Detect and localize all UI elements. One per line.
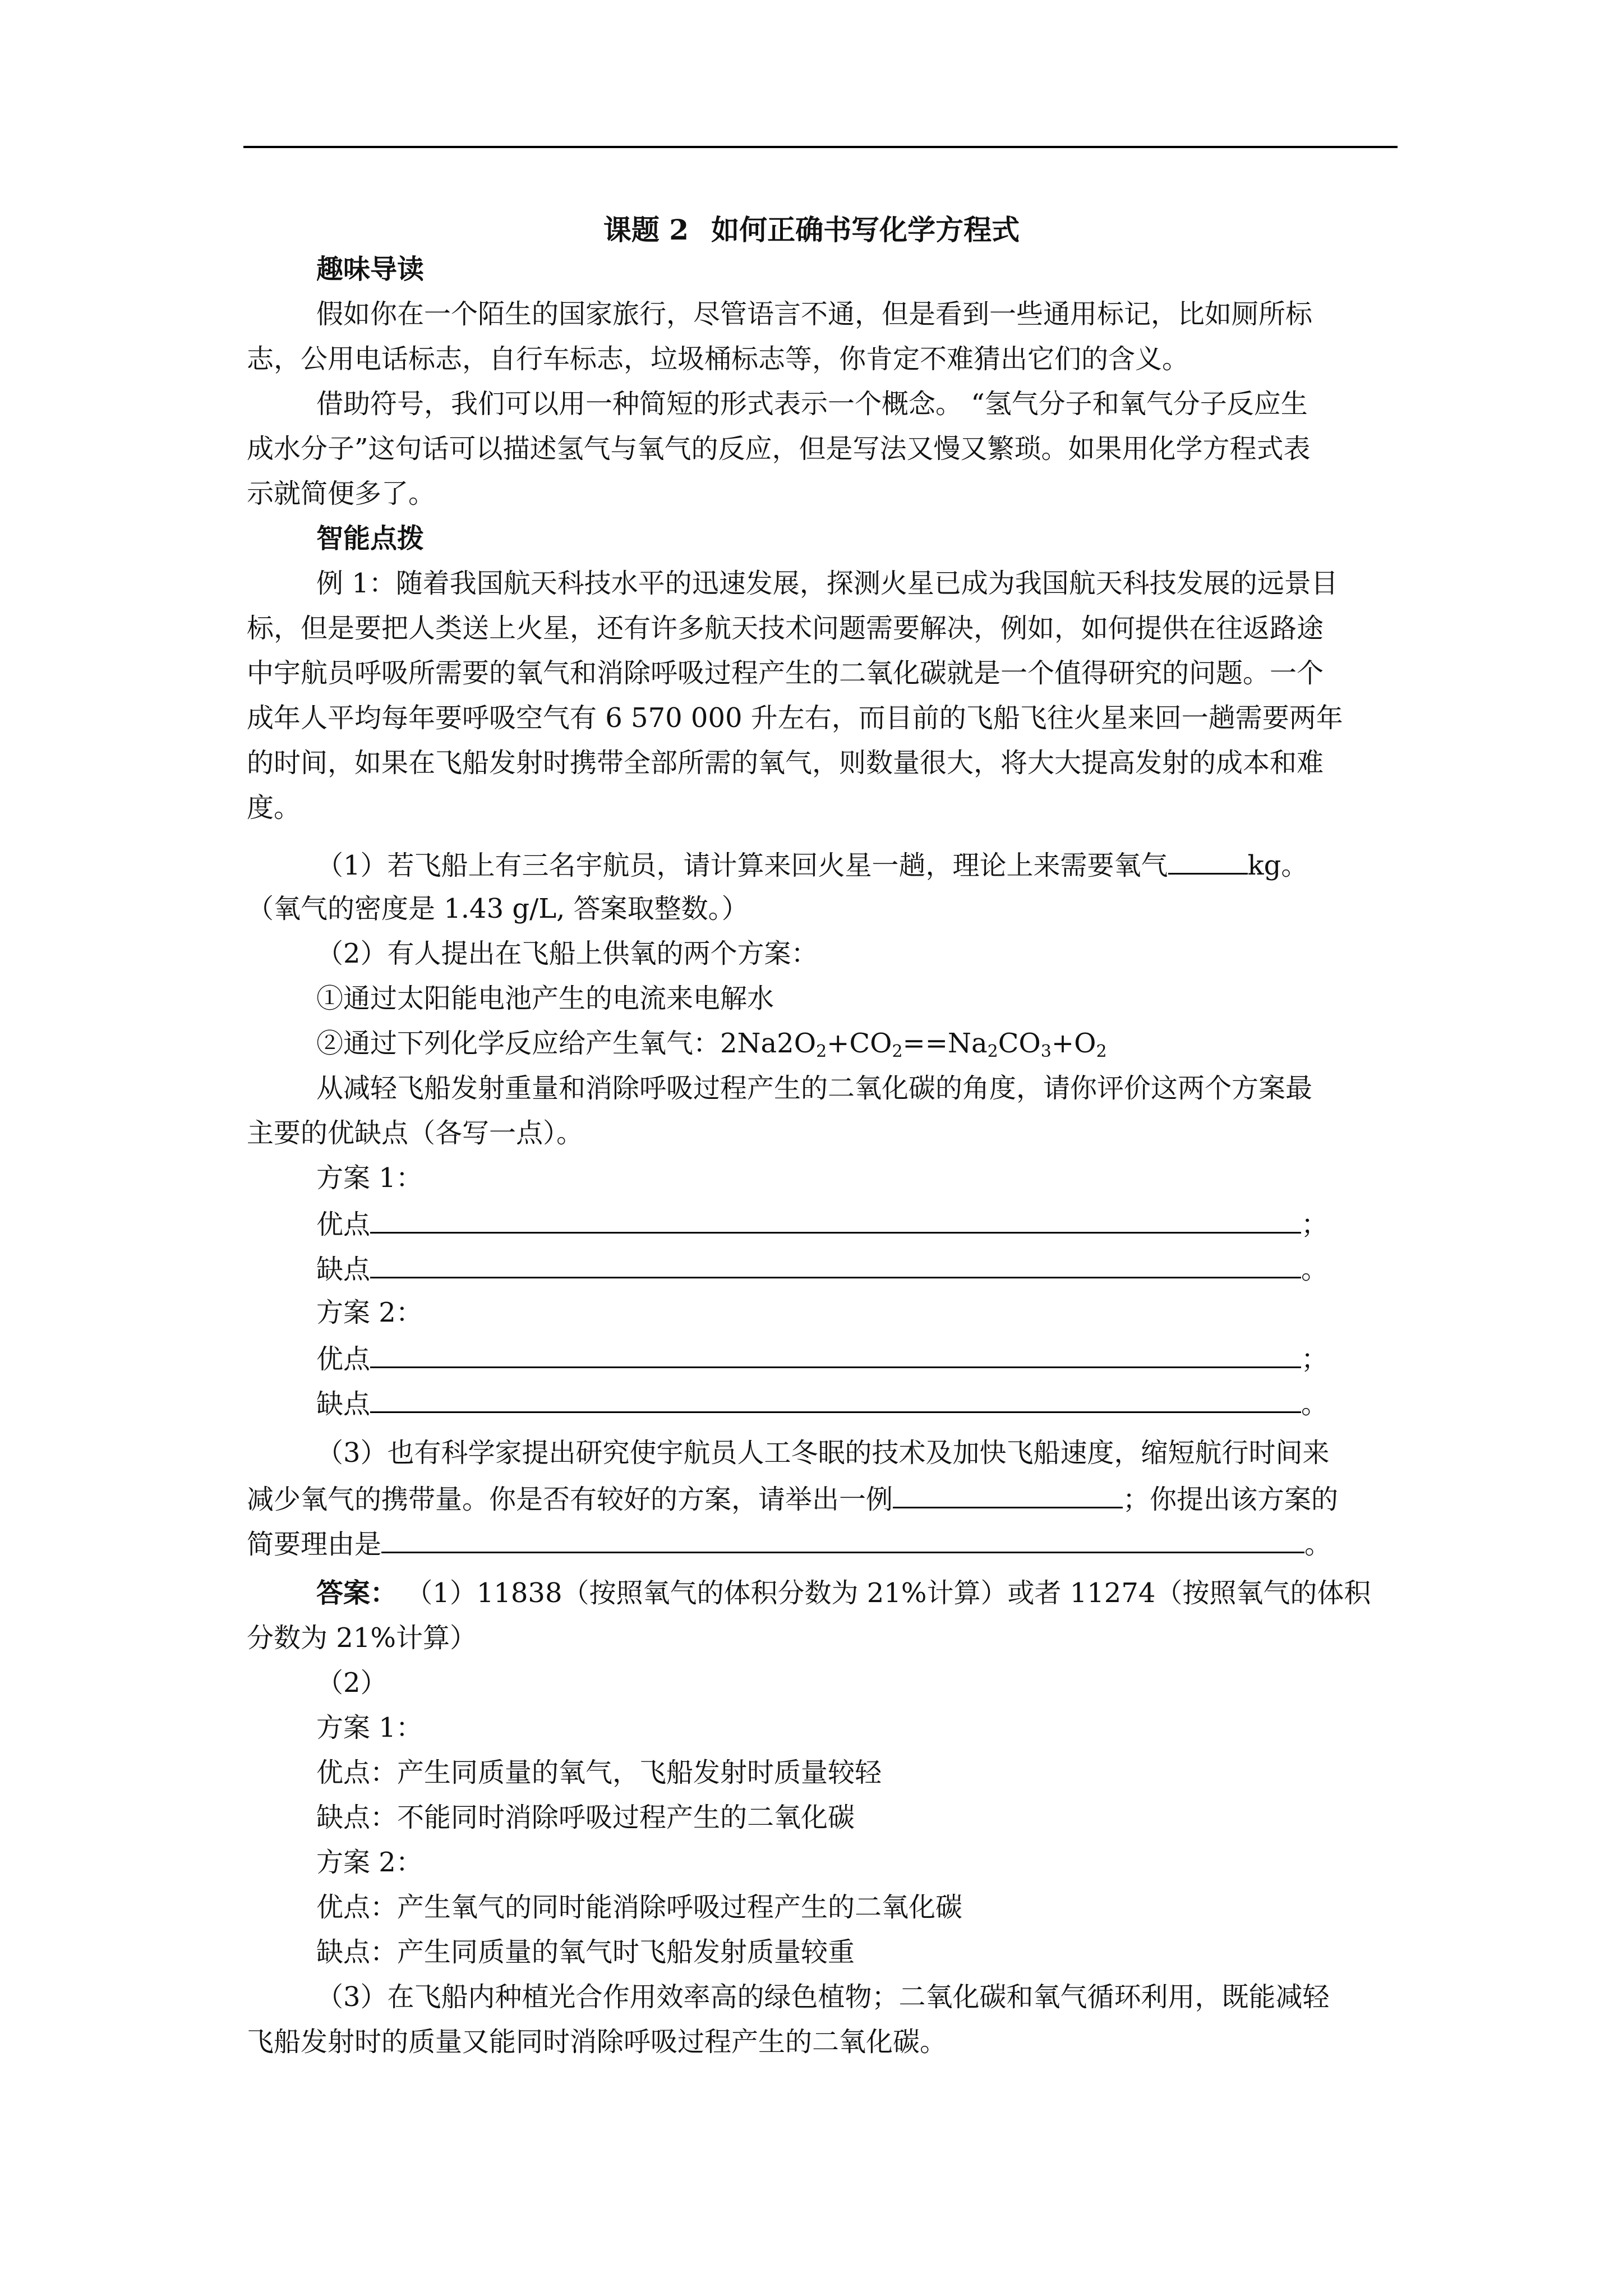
answer-3: （3）在飞船内种植光合作用效率高的绿色植物；二氧化碳和氧气循环利用，既能减轻 — [316, 1981, 1330, 2013]
plan-2-advantage: 优点 ； — [316, 1341, 1328, 1376]
answer-3-cont: 飞船发射时的质量又能同时消除呼吸过程产生的二氧化碳。 — [247, 2026, 947, 2058]
answer-blank[interactable] — [370, 1341, 1301, 1368]
question-1-note: （氧气的密度是 1.43 g/L, 答案取整数。） — [247, 893, 749, 924]
section-heading-tips: 智能点拨 — [316, 523, 425, 554]
answer-plan-2-dis: 缺点：产生同质量的氧气时飞船发射质量较重 — [316, 1936, 855, 1968]
paragraph-line: 示就简便多了。 — [247, 478, 436, 509]
example-line: 的时间，如果在飞船发射时携带全部所需的氧气，则数量很大，将大大提高发射的成本和难 — [247, 747, 1324, 779]
paragraph-line: 假如你在一个陌生的国家旅行，尽管语言不通，但是看到一些通用标记，比如厕所标 — [316, 298, 1313, 330]
page-title: 课题 2 如何正确书写化学方程式 — [603, 213, 1020, 246]
answer-1: 答案： （1）11838（按照氧气的体积分数为 21%计算）或者 11274（按照氧气的体积 — [316, 1577, 1371, 1609]
answer-blank[interactable] — [893, 1481, 1123, 1508]
example-line: 标，但是要把人类送上火星，还有许多航天技术问题需要解决，例如，如何提供在往返路途 — [247, 613, 1324, 644]
paragraph-line: 成水分子”这句话可以描述氢气与氧气的反应，但是写法又慢又繁琐。如果用化学方程式表 — [247, 433, 1311, 464]
question-3: 简要理由是 。 — [247, 1526, 1331, 1561]
option-2: ②通过下列化学反应给产生氧气：$2Na2O_2+CO_2==Na_2CO_3+O_2$ — [316, 1028, 1107, 1061]
plan-2-label: 方案 2： — [316, 1297, 423, 1328]
plan-1-label: 方案 1： — [316, 1162, 423, 1194]
plan-1-advantage: 优点 ； — [316, 1206, 1328, 1241]
example-line: 度。 — [247, 792, 301, 823]
question-2-intro: （2）有人提出在飞船上供氧的两个方案： — [316, 938, 818, 969]
question-1: （1）若飞船上有三名宇航员，请计算来回火星一趟，理论上来需要氧气 kg。 — [316, 847, 1308, 882]
question-2-ask: 从减轻飞船发射重量和消除呼吸过程产生的二氧化碳的角度，请你评价这两个方案最 — [316, 1073, 1313, 1104]
answer-plan-1-adv: 优点：产生同质量的氧气，飞船发射时质量较轻 — [316, 1757, 882, 1788]
answer-label: 答案： — [316, 1577, 398, 1609]
example-line: 中宇航员呼吸所需要的氧气和消除呼吸过程产生的二氧化碳就是一个值得研究的问题。一个 — [247, 657, 1324, 689]
paragraph-line: 志，公用电话标志，自行车标志，垃圾桶标志等，你肯定不难猜出它们的含义。 — [247, 343, 1189, 375]
answer-plan-2-adv: 优点：产生氧气的同时能消除呼吸过程产生的二氧化碳 — [316, 1892, 963, 1923]
answer-blank[interactable] — [370, 1386, 1301, 1413]
answer-plan-2: 方案 2： — [316, 1847, 423, 1878]
header-rule — [243, 146, 1398, 148]
answer-2: （2） — [316, 1667, 388, 1699]
option-1: ①通过太阳能电池产生的电流来电解水 — [316, 983, 774, 1014]
answer-blank[interactable] — [370, 1251, 1301, 1278]
question-3: 减少氧气的携带量。你是否有较好的方案，请举出一例 ；你提出该方案的 — [247, 1481, 1338, 1516]
answer-blank[interactable] — [370, 1206, 1301, 1234]
answer-blank[interactable] — [381, 1526, 1304, 1553]
example-line: 例 1：随着我国航天科技水平的迅速发展，探测火星已成为我国航天科技发展的远景目 — [316, 568, 1338, 599]
paragraph-line: 借助符号，我们可以用一种简短的形式表示一个概念。 “氢气分子和氧气分子反应生 — [316, 388, 1308, 420]
answer-1-cont: 分数为 21%计算） — [247, 1622, 477, 1654]
answer-plan-1: 方案 1： — [316, 1712, 423, 1743]
plan-1-disadvantage: 缺点 。 — [316, 1251, 1328, 1286]
question-3: （3）也有科学家提出研究使宇航员人工冬眠的技术及加快飞船速度，缩短航行时间来 — [316, 1437, 1330, 1469]
answer-blank[interactable] — [1168, 847, 1248, 875]
section-heading-intro: 趣味导读 — [316, 254, 425, 285]
answer-plan-1-dis: 缺点：不能同时消除呼吸过程产生的二氧化碳 — [316, 1802, 855, 1833]
plan-2-disadvantage: 缺点 。 — [316, 1386, 1328, 1421]
chemical-equation: $2Na2O_2+CO_2==Na_2CO_3+O_2$ — [720, 1028, 1107, 1061]
question-2-ask: 主要的优缺点（各写一点）。 — [247, 1117, 584, 1149]
example-line: 成年人平均每年要呼吸空气有 6 570 000 升左右，而目前的飞船飞往火星来回一趟需要两年 — [247, 702, 1343, 734]
